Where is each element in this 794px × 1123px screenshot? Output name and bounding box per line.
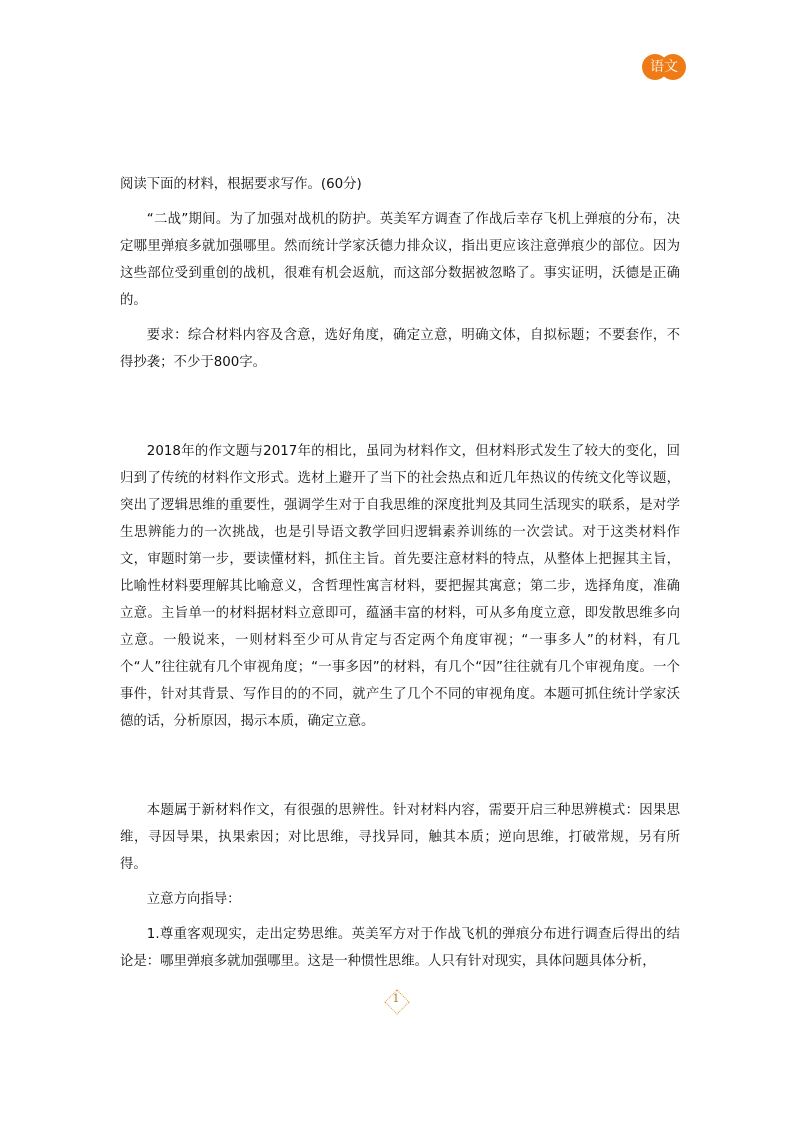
material-paragraph: “二战”期间。为了加强对战机的防护。英美军方调查了作战后幸存飞机上弹痕的分布，决定哪里弹痕多就加强哪里。然而统计学家沃德力排众议，指出更应该注意弹痕少的部位。因为这些部位受到重创的战机，很难有机会返航，而这部分数据被忽略了。事实证明，沃德是正确的。 bbox=[120, 212, 680, 308]
intro-paragraph: 阅读下面的材料，根据要求写作。(60分) bbox=[120, 177, 362, 192]
comment-paragraph: 本题属于新材料作文，有很强的思辨性。针对材料内容，需要开启三种思辨模式：因果思维，寻因导果，执果索因；对比思维，寻找异同，触其本质；逆向思维，打破常规，另有所得。 bbox=[120, 803, 680, 872]
page-number-ornament bbox=[385, 990, 409, 1014]
subject-badge bbox=[642, 54, 686, 80]
guide-point-1: 1.尊重客观现实，走出定势思维。英美军方对于作战飞机的弹痕分布进行调查后得出的结论是：哪里弹痕多就加强哪里。这是一种惯性思维。人只有针对现实，具体问题具体分析， bbox=[120, 927, 680, 969]
document-body bbox=[120, 171, 680, 975]
subject-badge-label: 语文 bbox=[650, 59, 678, 75]
analysis-paragraph: 2018年的作文题与2017年的相比，虽同为材料作文，但材料形式发生了较大的变化，回归到了传统的材料作文形式。选材上避开了当下的社会热点和近几年热议的传统文化等议题，突出了逻辑思维的重要性，强调学生对于自我思维的深度批判及其同生活现实的联系，是对学生思辨能力的一次挑战，也是引导语文教学回归逻辑素养训练的一次尝试。对于这类材料作文，审题时第一步，要读懂材料，抓住主旨。首先要注意材料的特点，从整体上把握其主旨，比喻性材料要理解其比喻意义，含哲理性寓言材料，要把握其寓意；第二步，选择角度，准确立意。主旨单一的材料据材料立意即可，蕴涵丰富的材料，可从多角度立意，即发散思维多向立意。一般说来，一则材料至少可从肯定与否定两个角度审视；“一事多人”的材料，有几个“人”往往就有几个审视角度；“一事多因”的材料，有几个“因”往往就有几个审视角度。一个事件，针对其背景、写作目的的不同，就产生了几个不同的审视角度。本题可抓住统计学家沃德的话，分析原因，揭示本质，确定立意。 bbox=[120, 444, 680, 729]
guide-heading: 立意方向指导： bbox=[146, 892, 241, 907]
page-number: 1 bbox=[392, 992, 400, 1005]
requirement-paragraph: 要求：综合材料内容及含意，选好角度，确定立意，明确文体，自拟标题；不要套作，不得抄袭；不少于800字。 bbox=[120, 328, 680, 370]
